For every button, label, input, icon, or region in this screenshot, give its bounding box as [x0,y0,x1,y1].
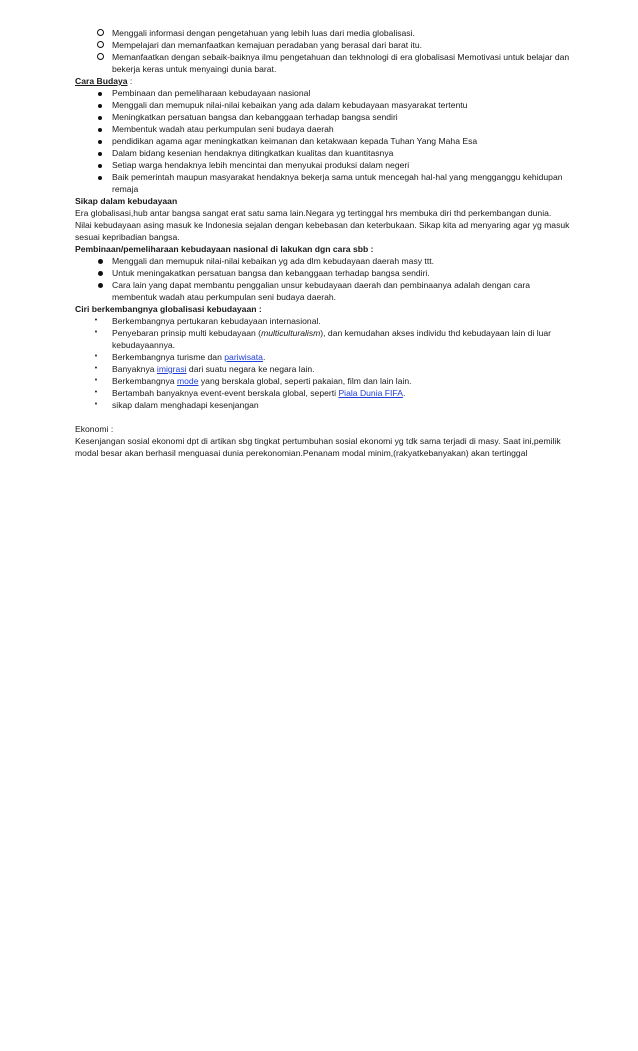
list-item: Dalam bidang kesenian hendaknya ditingkatkan kualitas dan kuantitasnya [75,147,570,159]
circle-bullet-icon [93,39,107,51]
dot-bullet-icon [93,111,107,123]
section-heading-pembinaan: Pembinaan/pemeliharaan kebudayaan nasional di lakukan dgn cara sbb : [75,244,374,254]
bullet-icon: • [94,389,98,396]
dot-bullet-icon [93,279,107,291]
dot-bullet-icon [93,171,107,183]
dot-bullet-icon [93,147,107,159]
list-item: Setiap warga hendaknya lebih mencintai dan menyukai produksi dalam negeri [75,159,570,171]
bullet-icon: • [94,317,98,324]
link-pariwisata[interactable]: pariwisata [224,352,263,362]
dot-bullet-icon [93,267,107,279]
list-item: • Banyaknya imigrasi dari suatu negara ke negara lain. [75,363,570,375]
bullet-icon: • [94,353,98,360]
bullet-icon: • [94,401,98,408]
dot-bullet-icon [93,123,107,135]
section-heading-ciri: Ciri berkembangnya globalisasi kebudayaan : [75,304,262,314]
list-item: Mempelajari dan memanfaatkan kemajuan peradaban yang berasal dari barat itu. [75,39,570,51]
list-item: • Berkembangnya pertukaran kebudayaan internasional. [75,315,570,327]
ekonomi-paragraph: Kesenjangan sosial ekonomi dpt di artikan sbg tingkat pertumbuhan sosial ekonomi yg tdk sama terjadi di masy. Saat ini,pemilik modal besar akan berhasil menguasai dunia perekonomian.Penanam modal minim,(rakyatkebanyakan) akan tertinggal [75,436,561,458]
circle-bullet-icon [93,27,107,39]
link-mode[interactable]: mode [176,376,199,386]
sikap-paragraph: Era globalisasi,hub antar bangsa sangat erat satu sama lain.Negara yg tertinggal hrs membuka diri thd perkembangan dunia. Nilai kebudayaan asing masuk ke Indonesia sejalan dengan kebebasan dan keterbukaan. Sikap kita ad menyaring agar yg masuk sesuai kepribadian bangsa. [75,208,570,242]
dot-bullet-icon [93,135,107,147]
list-item: Meningkatkan persatuan bangsa dan kebanggaan terhadap bangsa sendiri [75,111,570,123]
list-item: • Berkembangnya mode yang berskala global, seperti pakaian, film dan lain lain. [75,375,570,387]
link-imigrasi[interactable]: imigrasi [156,364,187,374]
ciri-list [75,315,570,411]
link-piala-dunia-fifa[interactable]: Piala Dunia FIFA [338,388,403,398]
section-heading-cara-budaya: Cara Budaya : [75,76,133,86]
list-item: Untuk meningakatkan persatuan bangsa dan kebanggaan terhadap bangsa sendiri. [75,267,570,279]
list-item: • Bertambah banyaknya event-event berskala global, seperti Piala Dunia FIFA. [75,387,570,399]
list-item: • sikap dalam menghadapi kesenjangan [75,399,570,411]
section-heading-ekonomi: Ekonomi : [75,424,114,434]
budaya-list [75,87,570,195]
bullet-icon: • [94,365,98,372]
list-item: • Penyebaran prinsip multi kebudayaan (multiculturalism), dan kemudahan akses individu thd kebudayaan lain di luar kebudayaannya. [75,327,570,351]
document-body [75,27,570,459]
bullet-icon: • [94,329,98,336]
pembinaan-list [75,255,570,303]
list-item: Menggali dan memupuk nilai-nilai kebaikan yang ada dalam kebudayaan masyarakat tertentu [75,99,570,111]
section-heading-sikap: Sikap dalam kebudayaan [75,196,178,206]
list-item: Menggali informasi dengan pengetahuan yang lebih luas dari media globalisasi. [75,27,570,39]
dot-bullet-icon [93,87,107,99]
dot-bullet-icon [93,159,107,171]
list-item: pendidikan agama agar meningkatkan keimanan dan ketakwaan kepada Tuhan Yang Maha Esa [75,135,570,147]
list-item: Baik pemerintah maupun masyarakat hendaknya bekerja sama untuk mencegah hal-hal yang mengganggu kehidupan remaja [75,171,570,195]
list-item: Memanfaatkan dengan sebaik-baiknya ilmu pengetahuan dan tekhnologi di era globalisasi Memotivasi untuk belajar dan bekerja keras untuk menyaingi dunia barat. [75,51,570,75]
list-item: Menggali dan memupuk nilai-nilai kebaikan yg ada dlm kebudayaan daerah masy ttt. [75,255,570,267]
bullet-icon: • [94,377,98,384]
list-item: Pembinaan dan pemeliharaan kebudayaan nasional [75,87,570,99]
circle-bullet-icon [93,51,107,63]
list-item: • Berkembangnya turisme dan pariwisata. [75,351,570,363]
intro-list [75,27,570,75]
dot-bullet-icon [93,99,107,111]
spacer [75,411,570,423]
list-item: Cara lain yang dapat membantu penggalian unsur kebudayaan daerah dan pembinaanya adalah dengan cara membentuk wadah atau perkumpulan seni budaya daerah. [75,279,570,303]
dot-bullet-icon [93,255,107,267]
list-item: Membentuk wadah atau perkumpulan seni budaya daerah [75,123,570,135]
